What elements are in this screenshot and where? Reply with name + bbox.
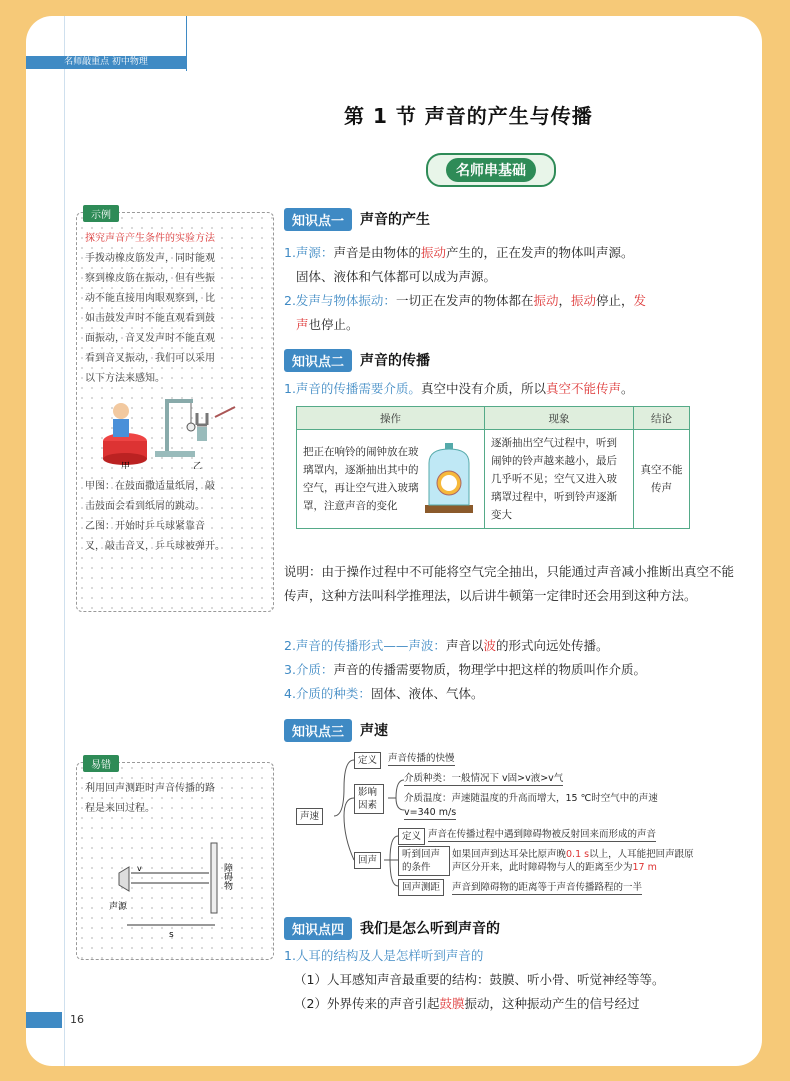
kp1-p2-c: 停止，: [596, 293, 634, 308]
sound-speed-mindmap: [296, 748, 716, 898]
side-line: 察到橡皮筋在振动，但有些振: [85, 273, 215, 284]
kp2-p3-head: 3.介质：: [284, 662, 334, 677]
page-title: 第 1 节 声音的产生与传播: [344, 104, 593, 128]
table-cell-concl: 真空不能传声: [634, 430, 690, 529]
kp1-p2-r4: 声: [296, 317, 309, 332]
side-error-line: 程是来回过程。: [85, 803, 155, 814]
mm-root: 声速: [296, 808, 323, 825]
echo-source-label: 声源: [109, 902, 128, 912]
side-line: 手拨动橡皮筋发声，同时能观: [85, 253, 215, 264]
mm-cond-a: 如果回声到达耳朵比原声晚: [452, 849, 567, 860]
section-badge-text: 名师串基础: [446, 158, 536, 182]
kp2-title: 声音的传播: [360, 353, 431, 369]
table-cell-op: [297, 430, 485, 529]
kp2-p2-a: 声音以: [445, 638, 484, 653]
experiment-table: [296, 406, 690, 529]
kp1-p2-head: 2.发声与物体振动：: [284, 293, 396, 308]
kp2-label: 知识点二: [284, 349, 352, 372]
drum-tuningfork-figure: [85, 389, 265, 469]
kp2-p1-head: 1.声音的传播需要介质。: [284, 381, 421, 396]
echo-figure: [79, 833, 269, 943]
kp4-l2b: 振动，这种振动产生的信号经过: [464, 996, 640, 1011]
kp4-label: 知识点四: [284, 917, 352, 940]
mm-f1: 介质种类：一般情况下 v固>v液>v气: [404, 773, 564, 784]
side-example-heading: 探究声音产生条件的实验方法: [85, 233, 215, 244]
side-error-line: 利用回声测距时声音传播的路: [85, 783, 215, 794]
kp2-p2-head: 2.声音的传播形式——声波：: [284, 638, 446, 653]
page-sheet: [26, 16, 762, 1066]
kp1-p1-red: 振动: [420, 245, 446, 260]
kp4-l2r: 鼓膜: [439, 996, 465, 1011]
kp2-p1: [284, 377, 739, 401]
side-example-text: [77, 213, 273, 557]
table-cell-phen: 逐渐抽出空气过程中，听到闹钟的铃声越来越小，最后几乎听不见；空气又进入玻璃罩过程中，听到铃声逐渐变大: [485, 430, 634, 529]
mm-cond-r2: 17 m: [632, 862, 657, 873]
kp1-p1-head: 1.声源：: [284, 245, 334, 260]
caption-line: 击鼓面会看到纸屑的跳动。: [85, 501, 205, 512]
kp4-l2a: （2）外界传来的声音引起: [294, 996, 440, 1011]
side-line: 面振动，音叉发声时不能直观: [85, 333, 215, 344]
echo-obstacle-label: 障碍物: [222, 863, 232, 890]
mm-factor: 影响因素: [354, 784, 384, 814]
mm-f3: v=340 m/s: [404, 807, 457, 818]
mm-echo: 回声: [354, 852, 381, 869]
mm-def: 定义: [354, 752, 381, 769]
caption-line: 甲图：在鼓面撒适量纸屑，敲: [85, 481, 215, 492]
kp4-title: 我们是怎么听到声音的: [360, 921, 501, 937]
kp2-note: 说明：由于操作过程中不可能将空气完全抽出，只能通过声音减小推断出真空不能传声，这种方法叫科学推理法，以后讲牛顿第一定律时还会用到这种方法。: [284, 564, 735, 603]
mindmap-lines: [296, 748, 716, 898]
kp1-p1-b: 产生的，正在发声的物体叫声源。: [445, 245, 634, 260]
kp4-s1: 1.人耳的结构及人是怎样听到声音的: [284, 948, 484, 963]
mm-echo-cond: 听到回声的条件: [398, 846, 450, 876]
table-op-text: 把正在响铃的闹钟放在玻璃罩内，逐渐抽出其中的空气，再让空气进入玻璃罩，注意声音的变化: [303, 446, 419, 512]
mm-def-text: 声音传播的快慢: [388, 753, 455, 764]
kp1-p2-r1: 振动: [533, 293, 559, 308]
kp1-p2-r2: 振动: [570, 293, 596, 308]
fig-label-jia: 甲: [121, 462, 131, 469]
kp1-p1-a: 声音是由物体的: [333, 245, 421, 260]
side-line: 如击鼓发声时不能直观看到鼓: [85, 313, 215, 324]
mm-echo-meas-text: 声音到障碍物的距离等于声音传播路程的一半: [452, 882, 643, 893]
table-header-phen: 现象: [485, 407, 634, 430]
mm-cond-r1: 0.1 s: [566, 849, 590, 860]
kp1-title: 声音的产生: [360, 212, 431, 228]
kp2-p4-a: 固体、液体、气体。: [370, 686, 484, 701]
kp1-label: 知识点一: [284, 208, 352, 231]
caption-line: 乙图：开始时乒乓球紧靠音: [85, 521, 205, 532]
kp1-p2-b: ，: [558, 293, 571, 308]
bell-jar-icon: [421, 441, 477, 517]
kp4-header: [284, 918, 500, 938]
fig-label-yi: 乙: [193, 462, 203, 469]
kp3-label: 知识点三: [284, 719, 352, 742]
kp2-p1-red: 真空不能传声: [545, 381, 621, 396]
kp2-p3-a: 声音的传播需要物质，物理学中把这样的物质叫作介质。: [333, 662, 646, 677]
page-number-bar: [26, 1012, 62, 1028]
section-badge: [426, 153, 556, 187]
mm-echo-def-text: 声音在传播过程中遇到障碍物被反射回来而形成的声音: [428, 829, 657, 840]
kp1-p2-r3: 发: [633, 293, 647, 308]
margin-line: [64, 16, 65, 1066]
page-number: 16: [70, 1013, 84, 1026]
kp2-p4-head: 4.介质的种类：: [284, 686, 371, 701]
side-line: 看到音叉振动，我们可以采用: [85, 353, 215, 364]
kp1-p2-a: 一切正在发声的物体都在: [395, 293, 534, 308]
side-line: 以下方法来感知。: [85, 373, 165, 384]
side-error-box: [76, 762, 274, 960]
kp1-header: [284, 209, 430, 229]
side-line: 动不能直接用肉眼观察到，比: [85, 293, 215, 304]
mm-echo-meas: 回声测距: [398, 879, 444, 896]
mm-echo-def: 定义: [398, 828, 425, 845]
mm-f2: 介质温度：声速随温度的升高而增大，15 ℃时空气中的声速: [404, 793, 658, 804]
caption-line: 叉，敲击音叉，乒乓球被弹开。: [85, 541, 225, 552]
side-error-tag: 易错: [83, 755, 119, 772]
kp1-p2-d: 也停止。: [308, 317, 359, 332]
header-tag: 名师敲重点 初中物理: [26, 56, 186, 69]
mm-echo-cond-text: [452, 848, 702, 874]
kp3-title: 声速: [360, 723, 389, 739]
kp4-body: [284, 944, 739, 1016]
kp2-p1-a: 真空中没有介质，所以: [420, 381, 546, 396]
kp2-p2-red: 波: [483, 638, 496, 653]
echo-v-label: v: [137, 864, 142, 873]
kp4-l1: （1）人耳感知声音最重要的结构：鼓膜、听小骨、听觉神经等等。: [294, 972, 665, 987]
table-header-op: 操作: [297, 407, 485, 430]
kp2-rest: [284, 634, 739, 706]
kp3-header: [284, 720, 388, 740]
header-line: [186, 16, 187, 71]
kp1-p1-c: 固体、液体和气体都可以成为声源。: [296, 269, 497, 284]
echo-s-label: s: [169, 930, 174, 940]
table-header-concl: 结论: [634, 407, 690, 430]
mm-cond-b: 以上，人耳能把回声跟原声区分开来，此时障碍物与人的距离至少为: [452, 849, 694, 873]
kp2-p1-b: 。: [620, 381, 634, 396]
side-example-tag: 示例: [83, 205, 119, 222]
side-example-box: [76, 212, 274, 612]
kp1-body: [284, 241, 739, 337]
kp2-p2-b: 的形式向远处传播。: [495, 638, 609, 653]
kp2-header: [284, 350, 430, 370]
